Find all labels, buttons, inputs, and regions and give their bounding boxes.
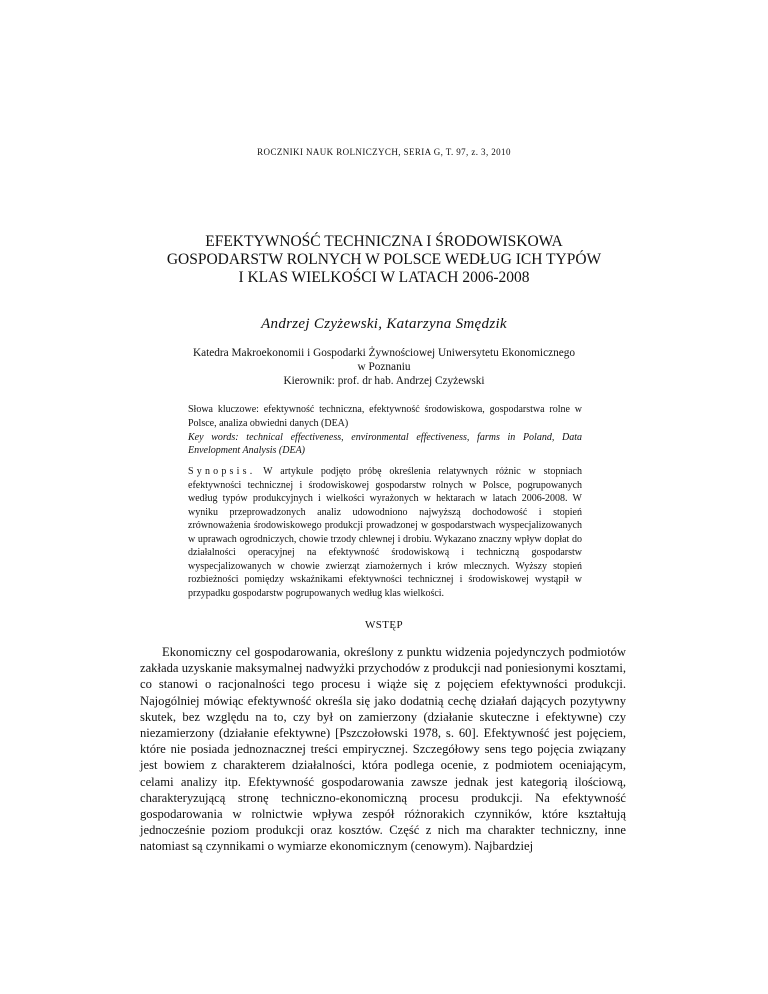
keywords-polish: Słowa kluczowe: efektywność techniczna, efektywność środowiskowa, gospodarstwa rolne w Polsce, analiza obwiedni danych (DEA)	[188, 404, 582, 429]
authors: Andrzej Czyżewski, Katarzyna Smędzik	[261, 316, 507, 332]
section-heading: WSTĘP	[364, 619, 404, 631]
title-line: EFEKTYWNOŚĆ TECHNICZNA I ŚRODOWISKOWA	[205, 233, 563, 250]
synopsis	[188, 465, 582, 600]
keywords-english: Key words: technical effectiveness, environmental effectiveness, farms in Poland, Data Envelopment Analysis (DEA)	[188, 431, 582, 457]
title-line: I KLAS WIELKOŚCI W LATACH 2006-2008	[238, 269, 530, 286]
affiliation	[0, 346, 768, 388]
affiliation-line: Katedra Makroekonomii i Gospodarki Żywnościowej Uniwersytetu Ekonomicznego	[192, 347, 576, 359]
synopsis-text: W artykule podjęto próbę określenia relatywnych różnic w stopniach efektywności technicznej i środowiskowej gospodarstw rolnych w Polsce, pogrupowanych według typów produkcyjnych i wielkości wyrażonych w hektarach w latach 2006-2008. W wyniku przeprowadzonych analiz udowodniono najwyższą dochodowość i stopień zrównoważenia środowiskowego produkcji prowadzonej w gospodarstwach wyspecjalizowanych w uprawach ogrodniczych, chowie trzody chlewnej i drobiu. Wykazano znaczny wpływ dopłat do działalności operacyjnej na efektywność środowiskową i techniczną gospodarstw wyspecjalizowanych w chowie zwierząt ziarnożernych i krów mlecznych. Wyższy stopień rozbieżności pomiędzy wskaźnikami efektywności technicznej i środowiskowej wystąpił w przypadku gospodarstw pogrupowanych według klas wielkości.	[188, 466, 582, 599]
affiliation-line: w Poznaniu	[357, 361, 411, 373]
affiliation-line: Kierownik: prof. dr hab. Andrzej Czyżewski	[283, 375, 485, 387]
running-head: ROCZNIKI NAUK ROLNICZYCH, SERIA G, T. 97, z. 3, 2010	[257, 147, 511, 157]
body-paragraph: Ekonomiczny cel gospodarowania, określony z punktu widzenia pojedynczych podmiotów zakłada uzyskanie maksymalnej nadwyżki przychodów z produkcji nad poniesionymi kosztami, co stanowi o racjonalności tego procesu i wiąże się z pojęciem efektywności produkcji. Najogólniej mówiąc efektywność określa się jako dodatnią cechę działań dających pozytywny skutek, bez względu na to, czy był on zamierzony (działanie skuteczne i efektywne) czy niezamierzony (działanie efektywne) [Pszczołowski 1978, s. 60]. Efektywność jest pojęciem, które nie posiada jednoznacznej treści empirycznej. Szczegółowy sens tego pojęcia związany jest bowiem z charakterem działalności, która podlega ocenie, z podmiotem oceniającym, celami analizy itp. Efektywność gospodarowania zawsze jednak jest kategorią ilościową, charakteryzującą stronę techniczno-ekonomiczną procesu produkcji. Na efektywność gospodarowania w rolnictwie wpływa zespół różnorakich czynników, które kształtują jednocześnie poziom produkcji oraz kosztów. Część z nich ma charakter techniczny, inne natomiast są czynnikami o wymiarze ekonomicznym (cenowym). Najbardziej	[140, 645, 626, 854]
title-line: GOSPODARSTW ROLNYCH W POLSCE WEDŁUG ICH TYPÓW	[166, 251, 602, 268]
article-title	[120, 233, 648, 287]
synopsis-label: Synopsis.	[188, 466, 256, 477]
keywords-block	[188, 403, 582, 458]
